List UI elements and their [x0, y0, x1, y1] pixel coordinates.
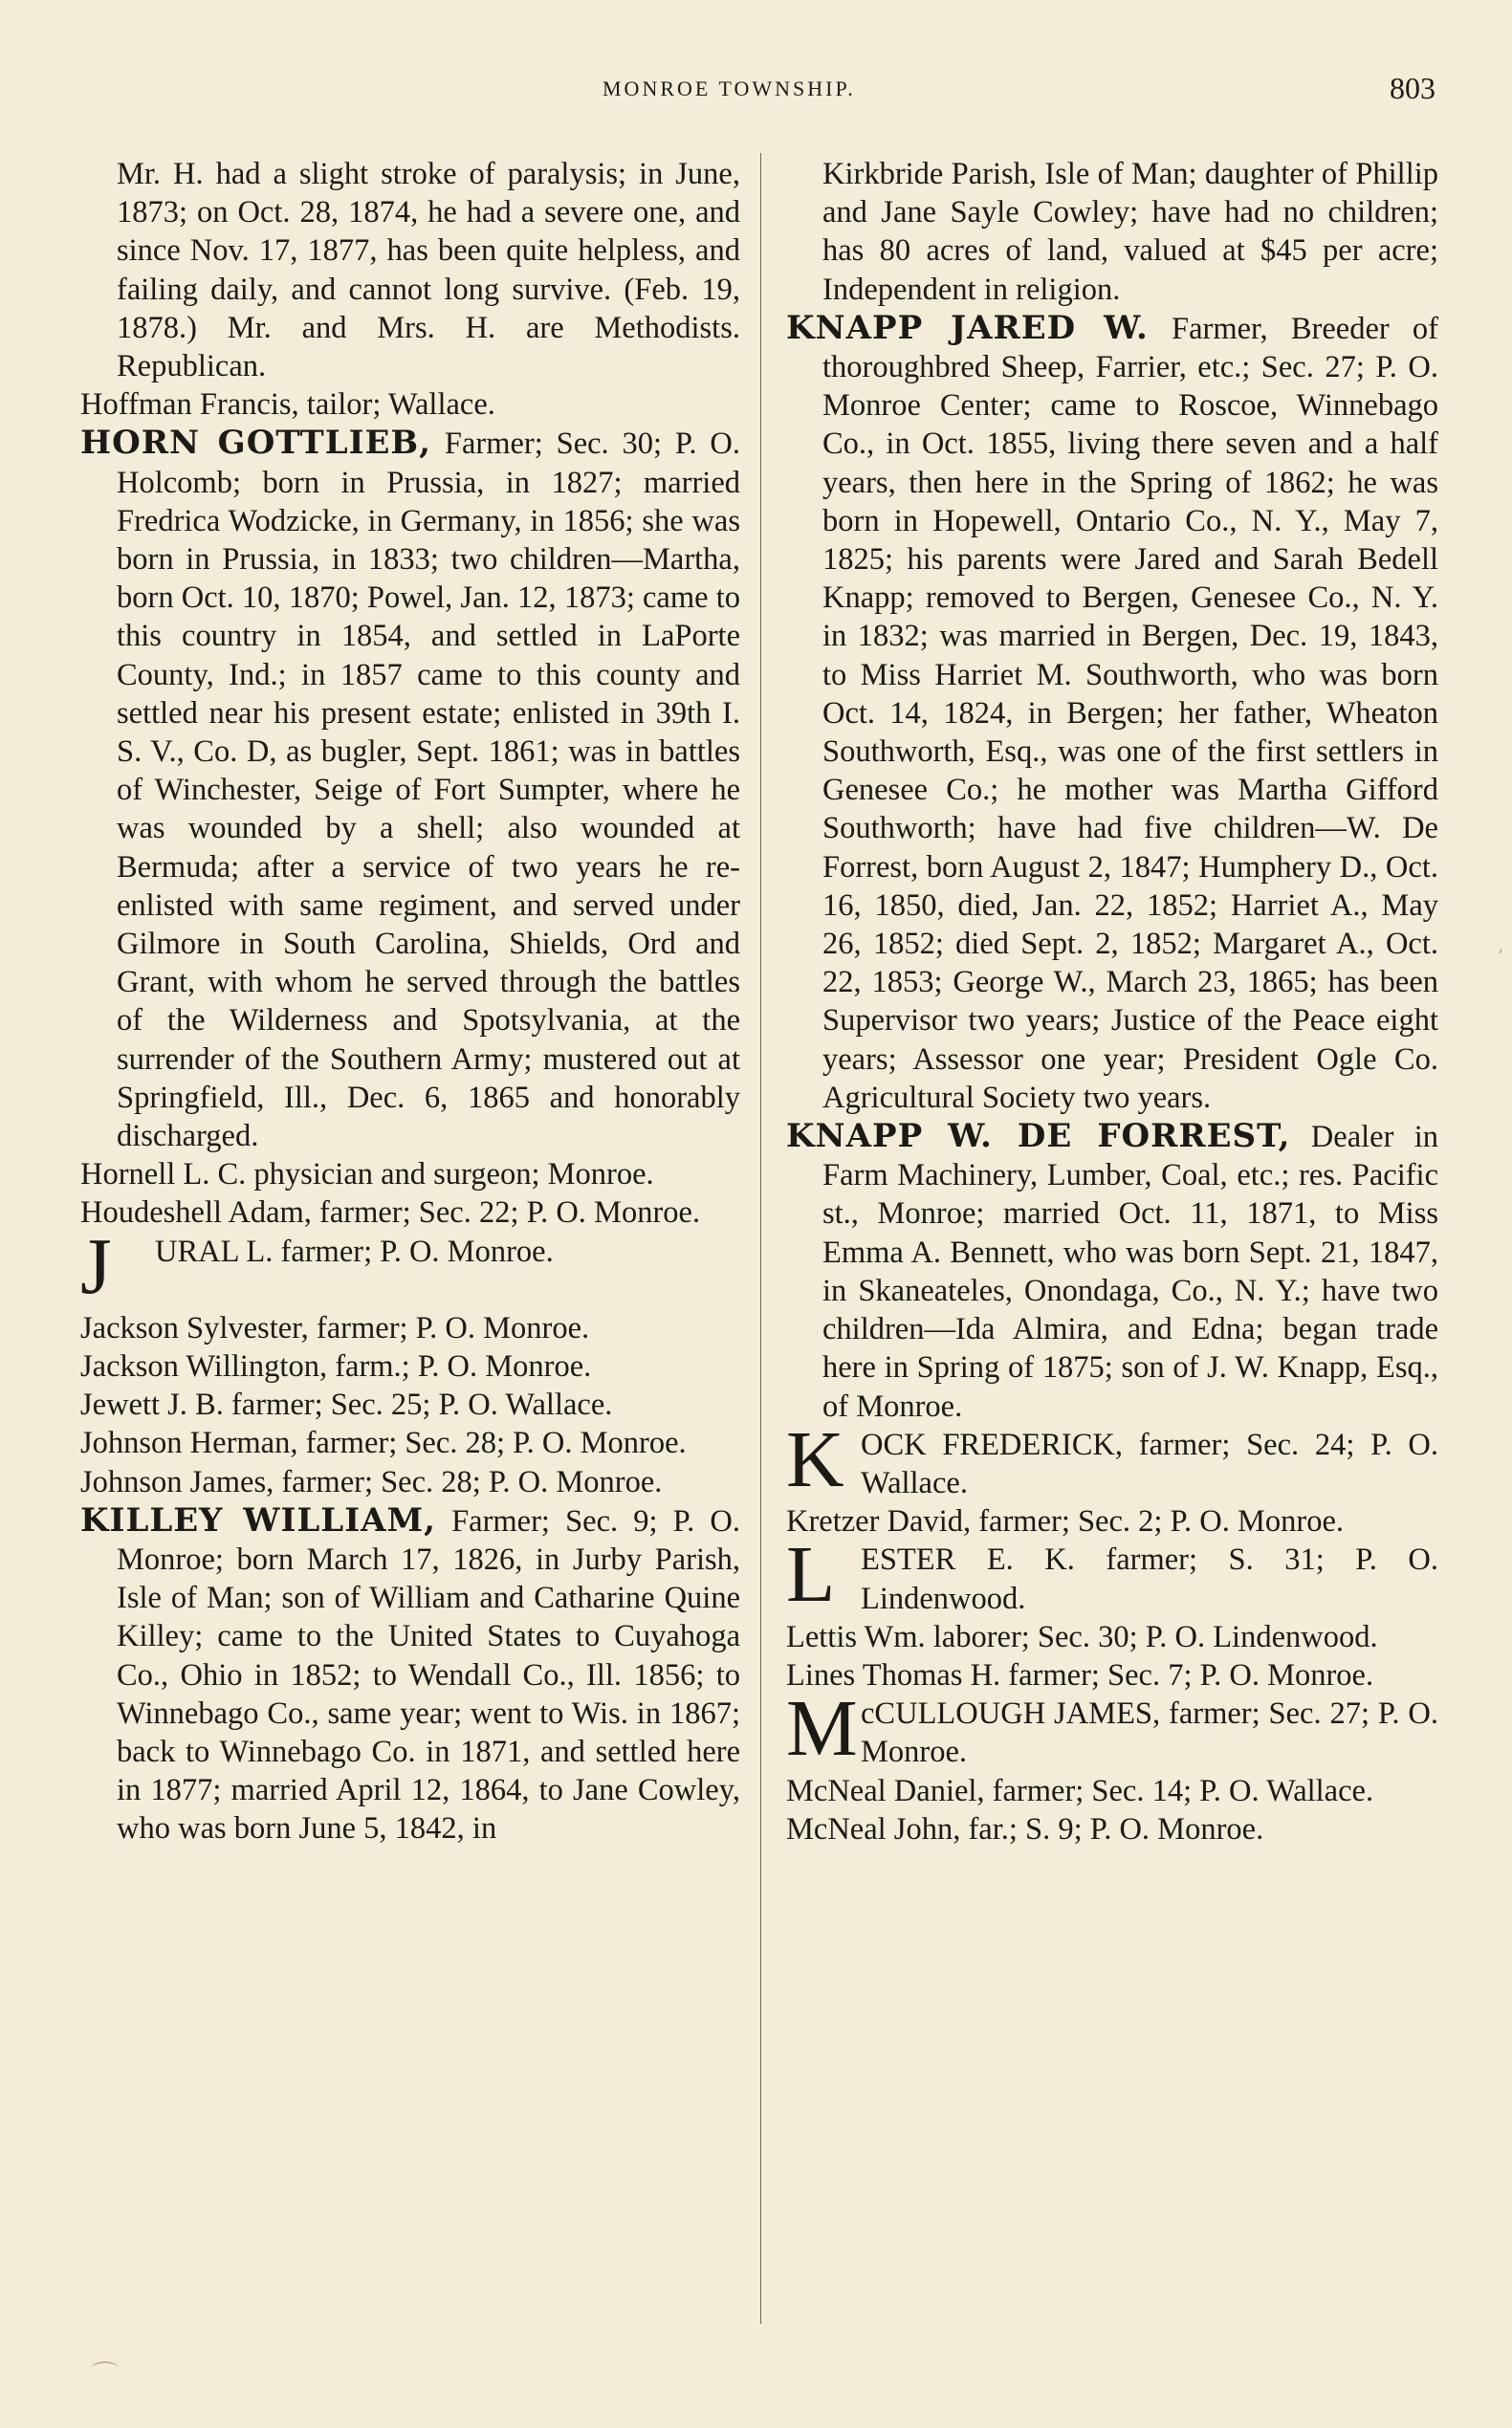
directory-entry: [80, 1347, 740, 1386]
directory-entry: [786, 1684, 1438, 1774]
entry-text: Farmer, Breeder of thoroughbred Sheep, Farrier, etc.; Sec. 27; P. O. Monroe Center; came to Roscoe, Winnebago Co., in Oct. 1855, living there seven and a half years, then here in the Spring of 1862; he was born in Hopewell, Ontario Co., N. Y., May 7, 1825; his parents were Jared and Sarah Bedell Knapp; removed to Bergen, Genesee Co., N. Y. in 1832; was married in Bergen, Dec. 19, 1843, to Miss Harriet M. Southworth, who was born Oct. 14, 1824, in Bergen; her father, Wheaton Southworth, Esq., was one of the first settlers in Genesee Co.; he mother was Martha Gifford Southworth; have had five children—W. De Forrest, born August 2, 1847; Humphery D., Oct. 16, 1850, died, Jan. 22, 1852; Harriet A., May 26, 1852; died Sept. 2, 1852; Margaret A., Oct. 22, 1853; George W., March 23, 1865; has been Supervisor two years; Justice of the Peace eight years; Assessor one year; President Ogle Co. Agricultural Society two years.: [822, 311, 1438, 1115]
running-head: [0, 71, 1512, 115]
entry-text: URAL L. farmer; P. O. Monroe.: [155, 1234, 554, 1269]
running-title: MONROE TOWNSHIP.: [603, 77, 856, 100]
continued-text: Kirkbride Parish, Isle of Man; daughter of Phillip and Jane Sayle Cowley; have had no children; has 80 acres of land, valued at $45 per acre; Independent in religion.: [822, 157, 1438, 307]
drop-cap-initial: L: [786, 1530, 836, 1620]
directory-entry: [80, 1386, 740, 1424]
entry-text: Johnson James, farmer; Sec. 28; P. O. Monroe.: [80, 1464, 663, 1499]
entry-name: KNAPP JARED W.: [786, 308, 1149, 347]
column-divider: [760, 153, 761, 2324]
directory-entry: [80, 1424, 740, 1462]
directory-entry: [80, 1501, 740, 1848]
directory-entry: [786, 1772, 1438, 1810]
entry-name: KILLEY WILLIAM,: [80, 1500, 436, 1540]
entry-name: KNAPP W. DE FORREST,: [786, 1117, 1291, 1156]
entry-text: Hornell L. C. physician and surgeon; Monroe.: [80, 1157, 654, 1192]
entry-text: Hoffman Francis, tailor; Wallace.: [80, 387, 495, 423]
entry-text: Lettis Wm. laborer; Sec. 30; P. O. Lindenwood.: [786, 1619, 1378, 1654]
entry-text: Lines Thomas H. farmer; Sec. 7; P. O. Monroe.: [786, 1657, 1374, 1693]
entry-text: ESTER E. K. farmer; S. 31; P. O. Lindenwood.: [861, 1542, 1438, 1616]
directory-entry: [786, 1810, 1438, 1848]
directory-entry: [80, 424, 740, 1155]
continued-text: Mr. H. had a slight stroke of paralysis; in June, 1873; on Oct. 28, 1874, he had a severe one, and since Nov. 17, 1877, has been quite helpless, and failing daily, and cannot long survive. (Feb. 19, 1878.) Mr. and Mrs. H. are Methodists. Republican.: [117, 157, 740, 384]
directory-entry: [80, 1155, 740, 1193]
directory-entry: [80, 1309, 740, 1347]
directory-entry: [80, 1193, 740, 1232]
entry-name: HORN GOTTLIEB,: [80, 424, 431, 463]
entry-text: Jewett J. B. farmer; Sec. 25; P. O. Wallace.: [80, 1388, 613, 1423]
entry-text: cCULLOUGH JAMES, farmer; Sec. 27; P. O. Monroe.: [861, 1696, 1438, 1770]
entry-text: Farmer; Sec. 30; P. O. Holcomb; born in Prussia, in 1827; married Fredrica Wodzicke, in Germany, in 1856; she was born in Prussia, in 1833; two children—Martha, born Oct. 10, 1870; Powel, Jan. 12, 1873; came to this country in 1854, and settled in LaPorte County, Ind.; in 1857 came to this county and settled near his present estate; enlisted in 39th I. S. V., Co. D, as bugler, Sept. 1861; was in battles of Winchester, Seige of Fort Sumpter, where he was wounded by a shell; also wounded at Bermuda; after a service of two years he re-enlisted with same regiment, and served under Gilmore in South Carolina, Shields, Ord and Grant, with whom he served through the battles of the Wilderness and Spotsylvania, at the surrender of the Southern Army; mustered out at Springfield, Ill., Dec. 6, 1865 and honorably discharged.: [117, 427, 740, 1154]
directory-entry: [786, 1502, 1438, 1541]
directory-entry: [786, 309, 1438, 1117]
entry-text: Dealer in Farm Machinery, Lumber, Coal, etc.; res. Pacific st., Monroe; married Oct. 11, 1871, to Miss Emma A. Bennett, who was born Sept. 21, 1847, in Skaneateles, Onondaga, Co., N. Y.; have two children—Ida Almira, and Edna; began trade here in Spring of 1875; son of J. W. Knapp, Esq., of Monroe.: [822, 1120, 1438, 1424]
entry-text: Farmer; Sec. 9; P. O. Monroe; born March 17, 1826, in Jurby Parish, Isle of Man; son of William and Catharine Quine Killey; came to the United States to Cuyahoga Co., Ohio in 1852; to Wendall Co., Ill. 1856; to Winnebago Co., same year; went to Wis. in 1867; back to Winnebago Co. in 1871, and settled here in 1877; married April 12, 1864, to Jane Cowley, who was born June 5, 1842, in: [117, 1503, 740, 1847]
entry-text: OCK FREDERICK, farmer; Sec. 24; P. O. Wallace.: [861, 1427, 1438, 1500]
entry-text: McNeal John, far.; S. 9; P. O. Monroe.: [786, 1811, 1264, 1847]
directory-entry: [786, 1618, 1438, 1656]
corner-mark: ⌒: [92, 2359, 120, 2391]
drop-cap-initial: M: [786, 1684, 858, 1774]
directory-entry: [786, 1414, 1438, 1504]
directory-entry: [80, 1463, 740, 1501]
entry-text: Jackson Willington, farm.; P. O. Monroe.: [80, 1348, 592, 1384]
drop-cap-initial: K: [786, 1414, 844, 1504]
entry-text: Kretzer David, farmer; Sec. 2; P. O. Monroe.: [786, 1504, 1345, 1540]
directory-entry: [80, 385, 740, 424]
left-column: [80, 155, 740, 1848]
entry-text: Johnson Herman, farmer; Sec. 28; P. O. Monroe.: [80, 1426, 687, 1461]
drop-cap-initial: J: [80, 1221, 112, 1311]
entry-text: Jackson Sylvester, farmer; P. O. Monroe.: [80, 1310, 590, 1345]
right-column: [786, 155, 1438, 1848]
directory-entry: [786, 1530, 1438, 1620]
directory-entry: [786, 1656, 1438, 1695]
directory-entry: [786, 1117, 1438, 1426]
edge-mark: ʼ: [1497, 945, 1503, 968]
directory-entry: [80, 1221, 740, 1311]
entry-text: Houdeshell Adam, farmer; Sec. 22; P. O. Monroe.: [80, 1195, 701, 1231]
entry-text: McNeal Daniel, farmer; Sec. 14; P. O. Wallace.: [786, 1773, 1374, 1808]
page-number: 803: [1390, 71, 1435, 105]
